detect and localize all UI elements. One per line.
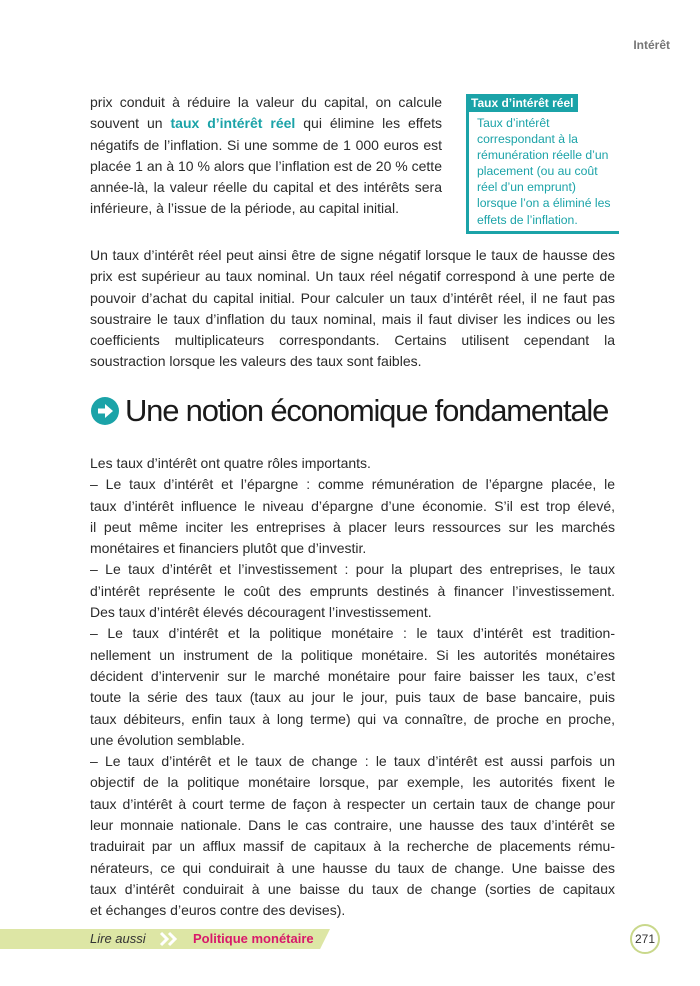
body-line: Des taux d’intérêt élevés découragent l’investissement. — [90, 604, 432, 621]
body-line: il peut même inciter les entreprises à placer leurs ressources sur les marchés — [90, 518, 615, 535]
body-line: – Le taux d’intérêt et l’épargne : comme rémunération de l’épargne placée, le — [90, 476, 615, 493]
arrow-right-circle-icon — [90, 396, 120, 426]
glossary-term[interactable]: taux d’intérêt réel — [170, 115, 296, 132]
body-line: taux d’intérêt conduirait à une baisse du taux de change (sorties de capitaux — [90, 880, 615, 897]
body-line: – Le taux d’intérêt et la politique monétaire : le taux d’intérêt est tradition- — [90, 625, 615, 642]
body-line: – Le taux d’intérêt et le taux de change : le taux d’intérêt est aussi parfois un — [90, 753, 615, 770]
body-line: traduirait par un afflux massif de capitaux à la recherche de placements rému- — [90, 838, 615, 855]
body-line: taux d’intérêt à court terme de façon à respecter un certain taux de change pour — [90, 795, 615, 812]
intro-rest: qui élimine les effets négatifs de l’inflation. Si une somme de 1 000 euros est placée 1 an à 10 % alors que l’inflation est de 20 % cette année-là, la valeur réelle du capital et des intérêts sera inférieure, à l’issue de la période, au capital initial. — [90, 115, 443, 217]
definition-box — [466, 94, 619, 234]
body-line: et échanges d’euros contre des devises). — [90, 902, 346, 919]
body-line: nellement un instrument de la politique monétaire. Si les autorités monétaires — [90, 646, 615, 663]
page-number: 271 — [630, 924, 660, 954]
section-title: Une notion économique fondamentale — [125, 393, 609, 428]
body-line: taux débiteurs, enfin taux à long terme) qui va connaître, de proche en proche, — [90, 710, 615, 727]
body-text — [90, 453, 615, 922]
body-line: monétaires et financiers plutôt que d’investir. — [90, 540, 367, 557]
intro-paragraph — [90, 92, 442, 220]
body-line: objectif de la politique monétaire lorsque, par exemple, les autorités fixent le — [90, 774, 615, 791]
body-line: nérateurs, ce qui conduirait à une hausse du taux de change. Une baisse des — [90, 859, 615, 876]
section-heading — [90, 393, 608, 429]
see-also-link[interactable]: Politique monétaire — [193, 931, 314, 946]
body-line: – Le taux d’intérêt et l’investissement : pour la plupart des entreprises, le taux — [90, 561, 615, 578]
body-line: une évolution semblable. — [90, 731, 245, 748]
definition-title: Taux d’intérêt réel — [466, 94, 578, 112]
body-line: décident d’intervenir sur le marché monétaire pour faire baisser les taux, c’est — [90, 667, 615, 684]
paragraph-real-rate: Un taux d’intérêt réel peut ainsi être de signe négatif lorsque le taux de hausse des prix est supérieur au taux nominal. Un taux réel négatif correspond à une perte de pouvoir d’achat du capital initial. Pour calculer un taux d’intérêt réel, il ne faut pas soustraire le taux d’inflation du taux nominal, mais il faut diviser les indices ou les coefficients multiplicateurs correspondants. Certains utilisent cependant la soustraction lorsque les valeurs des taux sont faibles. — [90, 247, 615, 370]
intro-lead: prix conduit à réduire la valeur du capital, on calcule souvent un — [90, 94, 442, 132]
body-line: d’intérêt représente le coût des emprunts destinés à financer l’investissement. — [90, 582, 615, 599]
body-line: leur monnaie nationale. Dans le cas contraire, une hausse des taux d’intérêt se — [90, 817, 615, 834]
running-header: Intérêt — [633, 38, 670, 52]
see-also-label: Lire aussi — [90, 931, 146, 946]
body-line: toute la série des taux (taux au jour le jour, puis taux de base bancaire, puis — [90, 689, 615, 706]
body-line: taux d’intérêt influence le niveau d’épargne d’une économie. S’il est trop élevé, — [90, 497, 615, 514]
definition-body: Taux d’intérêt correspondant à la rémunération réelle d’un placement (ou au coût réel d’un emprunt) lorsque l’on a éliminé les effets de l’inflation. — [477, 116, 611, 227]
body-line: Les taux d’intérêt ont quatre rôles importants. — [90, 455, 371, 471]
double-chevron-icon — [158, 930, 182, 948]
